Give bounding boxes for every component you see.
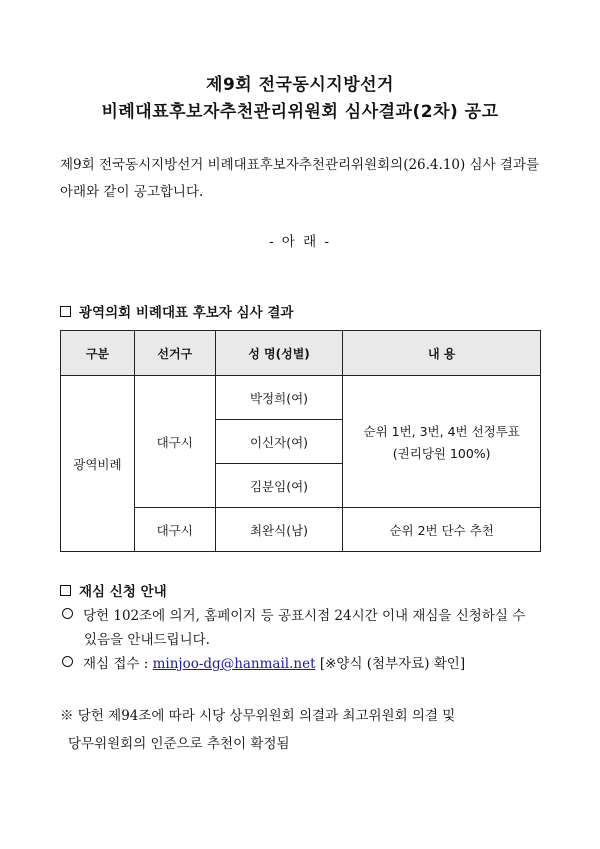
- intro-line2: 아래와 같이 공고합니다.: [60, 184, 204, 200]
- footnote: [60, 702, 560, 758]
- circle-bullet-icon: [62, 608, 73, 619]
- name-cell: 최완식(남): [215, 508, 343, 552]
- category-cell: 광역비례: [61, 376, 135, 552]
- circle-bullet-icon: [62, 656, 73, 667]
- name-cell: 김분임(여): [215, 464, 343, 508]
- footnote-line1: ※ 당헌 제94조에 따라 시당 상무위원회 의결과 최고위원회 의결 및: [60, 708, 456, 724]
- review-result-table: [60, 330, 541, 552]
- content-cell: [343, 376, 541, 508]
- content-line2: (권리당원 100%): [392, 445, 491, 461]
- section2-heading-text: 재심 신청 안내: [79, 584, 167, 600]
- appeal-item-1-line1: 당헌 102조에 의거, 홈페이지 등 공표시점 24시간 이내 재심을 신청하실 수: [83, 608, 526, 624]
- header-content: 내 용: [343, 331, 541, 376]
- name-cell: 박정희(여): [215, 376, 343, 420]
- table-row: [61, 376, 541, 420]
- square-bullet-icon: [60, 306, 71, 317]
- footnote-line2: 당무위원회의 인준으로 추천이 확정됨: [68, 736, 290, 752]
- header-name: 성 명(성별): [215, 331, 343, 376]
- email-link[interactable]: minjoo-dg@hanmail.net: [152, 656, 316, 672]
- section1-heading: [60, 301, 293, 321]
- appeal-item-2-suffix: [※양식 (첨부자료) 확인]: [315, 656, 466, 672]
- appeal-item-1-line2: 있음을 안내드립니다.: [84, 632, 210, 648]
- page-title-line1: 제9회 전국동시지방선거: [206, 75, 394, 95]
- section1-heading-text: 광역의회 비례대표 후보자 심사 결과: [79, 305, 294, 321]
- intro-paragraph: [60, 152, 560, 206]
- table-header-row: [61, 331, 541, 376]
- intro-line1: 제9회 전국동시지방선거 비례대표후보자추천관리위원회의(26.4.10) 심사 결과를: [60, 157, 540, 173]
- content-cell: 순위 2번 단수 추천: [343, 508, 541, 552]
- appeal-item-1: [62, 604, 552, 652]
- appeal-item-2-prefix: 재심 접수 :: [83, 656, 153, 672]
- district-cell: 대구시: [134, 376, 215, 508]
- appeal-item-2: [62, 652, 552, 676]
- header-category: 구분: [61, 331, 135, 376]
- section2-heading: [60, 580, 167, 600]
- header-district: 선거구: [134, 331, 215, 376]
- page-title-line2: 비례대표후보자추천관리위원회 심사결과(2차) 공고: [101, 102, 499, 122]
- content-line1: 순위 1번, 3번, 4번 선정투표: [363, 423, 520, 439]
- name-cell: 이신자(여): [215, 420, 343, 464]
- square-bullet-icon: [60, 585, 71, 596]
- center-mark: - 아 래 -: [268, 234, 332, 250]
- district-cell: 대구시: [134, 508, 215, 552]
